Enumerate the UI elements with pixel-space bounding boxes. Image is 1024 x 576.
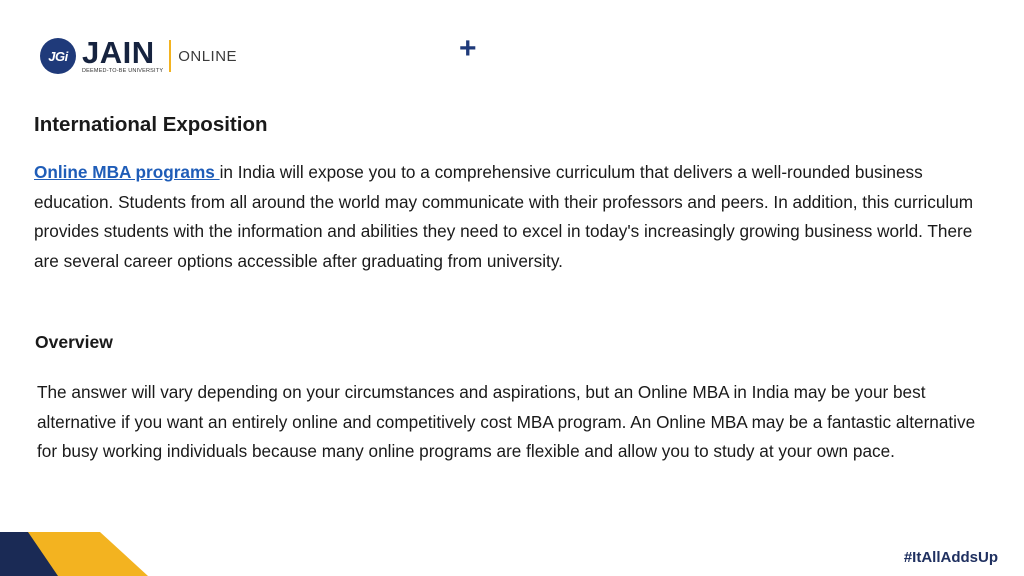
section-paragraph-international bbox=[34, 158, 974, 276]
corner-decoration bbox=[0, 532, 160, 576]
section-paragraph-text: in India will expose you to a comprehensive curriculum that delivers a well-rounded business education. Students from all around the world may communicate with their professors and peers. In addition, this curriculum provides students with the information and abilities they need to excel in today's increasingly growing business world. There are several career options accessible after graduating from university. bbox=[34, 162, 974, 271]
online-label: ONLINE bbox=[178, 47, 238, 65]
online-mba-programs-link[interactable]: Online MBA programs bbox=[34, 162, 220, 182]
hashtag-label: #ItAllAddsUp bbox=[903, 549, 998, 566]
section-heading-overview: Overview bbox=[35, 332, 113, 352]
jain-online-logo bbox=[40, 35, 238, 75]
section-heading-international: International Exposition bbox=[34, 113, 268, 136]
jgi-badge: JGi bbox=[40, 38, 76, 74]
jain-wordmark bbox=[82, 37, 163, 75]
plus-icon: + bbox=[459, 32, 477, 65]
jain-brand-name: JAIN bbox=[82, 35, 155, 71]
logo-divider bbox=[169, 40, 171, 72]
jain-brand-subtitle: DEEMED-TO-BE UNIVERSITY bbox=[82, 68, 164, 75]
section-paragraph-overview: The answer will vary depending on your circumstances and aspirations, but an Online MBA in India may be your best alternative if you want an entirely online and competitively cost MBA program. An Online MBA may be a fantastic alternative for busy working individuals because many online programs are flexible and allow you to study at your own pace. bbox=[37, 382, 976, 462]
